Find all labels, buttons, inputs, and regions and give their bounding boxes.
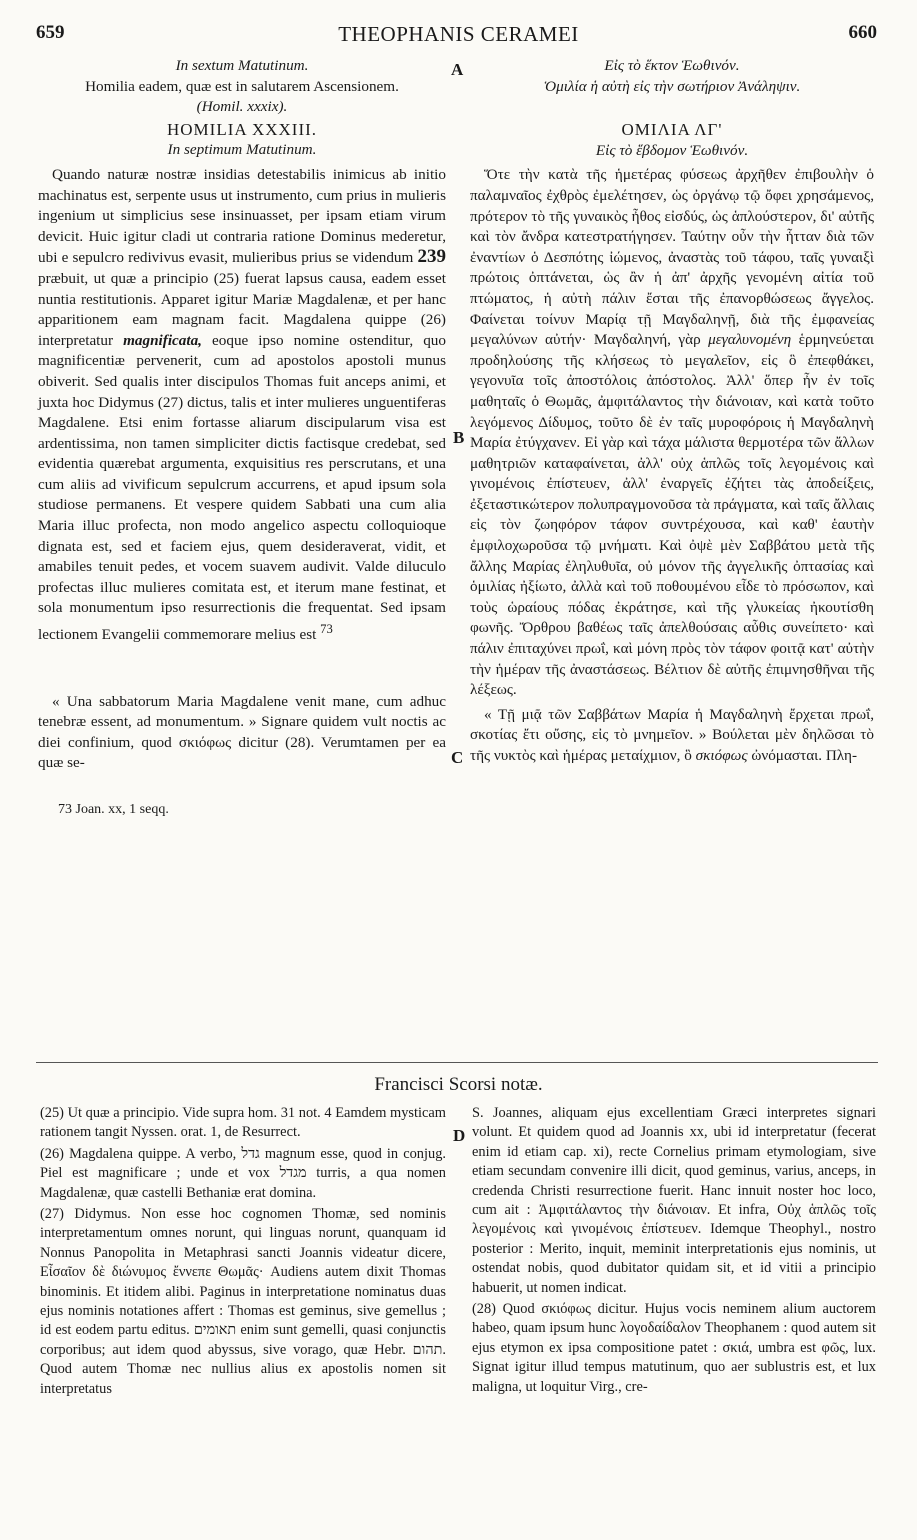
- latin-subtitle-ref: (Homil. xxxix).: [196, 98, 288, 116]
- notes-left-column: [40, 1104, 446, 1399]
- note-28: (28) Quod σκιόφως dicitur. Hujus vocis neminem alium auctorem habeo, quam ipsum hunc λογοδαίδαλον Theophanem : quod autem sit ejus etymon ex ipsa compositione patet : σκιά, umbra est φῶς, lux. Signat igitur illud tempus matutinum, quo aer sublustris est, et lux maligna, ut loquitur Virg., cre-: [472, 1301, 876, 1395]
- note-26: (26) Magdalena quippe. A verbo, גדל magnum esse, quod in conjug. Piel est magnificare ; unde et vox מגדל turris, a qua nomen Magdalenæ, quæ castelli Bethaniæ erat domina.: [40, 1145, 446, 1201]
- latin-paragraph-1: Quando naturæ nostræ insidias detestabilis inimicus ab initio machinatus est, serpente usus ut instrumento, cum prius in mulieris ingenium ut simplicius sese insinuasset, per ipsam etiam virum devicit. Huic igitur cladi ut contraria ratione Dominus mederetur, ubi e sepulcro redivivus evasit, mulieribus prius se videndum 239 præbuit, ut quæ a principio (25) fuerat lapsus causa, eadem esset nuntia restitutionis. Apparet igitur Mariæ Magdalenæ, et per hanc apparitionem eam magnam facit. Magdalena quippe (26) interpretatur magnificata, eoque ipso nomine ostenditur, quo magnificentiæ pervenerit, cum ad apostolos apostoli munus obiverit. Sed qualis inter discipulos Thomas fuit anceps animi, et juxta hoc Didymus (27) dictus, talis et inter mulieres unguentiferas Magdalene. Etsi enim fortasse aliarum discipularum visa est ardentissima, non tamen simpliciter dictis factisque credebat, sed evidentia quærebat argumenta, exquisitius res perscrutans, et una cum aliis ad vivificum sepulcrum accurrens, et apud ipsum sola studiose permanens. Et vespere quidem Sabbati una cum alia Maria illuc profecta, non modo angelico aspectu colloquioque dignata est, sed et faciem ejus, quem desideraverat, vidit, et amabiles tenuit pedes, et vocem suavem audivit. Valde diluculo profectas illuc mulieres comitata est, et iterum mane festinat, et sola monumentum ipso resurrectionis die frequentat. Sed ipsam lectionem Evangelii commemorare melius est $^{73}$: [38, 165, 447, 644]
- margin-marker-d: D: [453, 1126, 466, 1145]
- greek-paragraph-1: Ὅτε τὴν κατὰ τῆς ἡμετέρας φύσεως ἀρχῆθεν ἐπιβουλὴν ὁ παλαμναῖος ἐχθρὸς ἐμελέτησεν, ὡς ὀργάνῳ τῷ ὄφει χρησάμενος, πρότερον τὸ τῆς γυναικὸς ἦθος εἰσδύς, ὡς ἁπλούστερον, δι' αὐτῆς καὶ τὸν ἄνδρα κατεστρατήγησεν. Ταύτην οὖν τὴν ἧτταν διὰ τῶν ἐναντίων ὁ Δεσπότης ἰώμενος, ἀναστὰς τοῦ τάφου, ταῖς γυναιξὶ πρώτοις ὀπτάνεται, ὡς ἂν ἡ ἀπ' ἀρχῆς γενομένη αἰτία τοῦ πτώματος, ἡ αὐτὴ πάλιν ἔσται τῆς ἐπανορθώσεως ἄγγελος. Φαίνεται τοίνυν Μαρίᾳ τῇ Μαγδαληνῇ, διὰ τῆς ἐμφανείας μεγαλύνων αὐτήν· Μαγδαληνή, γὰρ μεγαλυνομένη ἑρμηνεύεται προδηλούσης τῆς κλήσεως τὸ μεγαλεῖον, εἰς ὃ ἐπεφθάκει, γεγονυῖα τοῖς ἀποστόλοις ἀπόστολος. Ἀλλ' ὅπερ ἦν ἐν τοῖς μαθηταῖς ὁ Θωμᾶς, ἀμφιτάλαντος τὴν διάνοιαν, καὶ κατὰ τοῦτο λεγόμενος Δίδυμος, τοῦτο δὲ ἐν ταῖς μυροφόροις ἡ Μαγδαληνὴ Μαρία ἐτύγχανεν. Εἰ γὰρ καὶ τάχα μάλιστα θερμοτέρα τῶν ἄλλων μαθητριῶν καταφαίνεται, ἀλλ' οὐχ ἁπλῶς τοῖς λεγομένοις καὶ γινομένοις ἐπίστευεν, ἀλλ' ἐναργεῖς ἐζήτει τὰς ἀποδείξεις, ἐξεταστικώτερον πολυπραγμονοῦσα τὰ πράγματα, καὶ ταῖς ἄλλαις εἰς τὸν ζωηφόρον τάφον συντρέχουσα, καὶ καθ' ἑαυτὴν ἐμφιλοχωροῦσα τῷ μνήματι. Καὶ ὀψὲ μὲν Σαββάτου μετὰ τῆς ἄλλης Μαρίας ἐληλυθυῖα, οὐ μόνον τῆς ἀγγελικῆς ὀπτασίας καὶ ὁμιλίας ἠξίωτο, ἀλλὰ καὶ τοῦ ποθουμένου εἶδε τὸ πρόσωπον, καὶ τοὺς ὡραίους πόδας ἐκράτησε, καὶ τῆς γλυκείας ἠκουτίσθη φωνῆς. Ὄρθρου βαθέως ταῖς ἀπελθούσαις αὖθις συνείπετο· καὶ πάλιν ἐπιταχύνει πρωΐ, καὶ μόνη πρὸς τὸν τάφον φοιτᾷ κατ' αὐτὴν τὴν ἡμέραν τῆς ἀναστάσεως. Βέλτιον δὲ αὐτῆς ἐπιμνησθῆναι τῆς λέξεως.: [470, 166, 875, 699]
- notes-title: Francisci Scorsi notæ.: [374, 1074, 543, 1095]
- margin-marker-b: B: [453, 428, 465, 447]
- greek-subtitle: Ὁμιλία ἡ αὐτὴ εἰς τὴν σωτήριον Ἀνάληψιν.: [543, 77, 801, 95]
- footnote-ref: 73: [320, 622, 333, 637]
- greek-paragraph-2: « Τῇ μιᾷ τῶν Σαββάτων Μαρία ἡ Μαγδαληνὴ ἔρχεται πρωΐ, σκοτίας ἔτι οὔσης, εἰς τὸ μνημεῖον. » Βούλεται μὲν δηλῶσαι τὸ τῆς νυκτὸς καὶ ἡμέρας μεταίχμιον, ὃ σκιόφως ὠνόμασται. Πλη-: [470, 705, 874, 764]
- greek-column: [470, 56, 874, 767]
- greek-rubric-sextum: Εἰς τὸ ἕκτον Ἑωθινόν.: [604, 57, 740, 74]
- notes-right-column: [472, 1104, 876, 1397]
- margin-marker-a: A: [451, 60, 464, 79]
- latin-subtitle: Homilia eadem, quæ est in salutarem Ascensionem.: [85, 77, 399, 95]
- latin-homily-heading: HOMILIA XXXIII.: [166, 119, 318, 139]
- running-title: THEOPHANIS CERAMEI: [338, 22, 579, 46]
- latin-rubric-sextum: In sextum Matutinum.: [175, 57, 309, 74]
- greek-homily-heading: ΟΜΙΛΙΑ ΛΓ': [621, 120, 723, 140]
- column-number: 239: [417, 246, 447, 268]
- latin-footnote: 73 Joan. xx, 1 seqq.: [58, 802, 169, 818]
- greek-rubric-septimum: Εἰς τὸ ἕβδομον Ἑωθινόν.: [595, 141, 749, 159]
- margin-marker-c: C: [451, 748, 464, 767]
- notes-divider: [36, 1062, 878, 1063]
- note-27-continued: S. Joannes, aliquam ejus excellentiam Græci interpretes signari volunt. Et quidem quod ad Joannis xx, ubi id interpretatur (fecerat enim id etiam cap. xi), recte Cornelius primam etymologiam, sive etiam secundam convenire illi dicit, quod geminus, varius, anceps, in credenda Christi resurrectione fuerit. Hanc innuit noster hoc loco, cum ait : Ἀμφιτάλαντος τὴν διάνοιαν. Et infra, Οὐχ ἁπλῶς τοῖς λεγομένοις καὶ γινομένοις ἐπίστευεν. Idemque Theophyl., nostro posterior : Merito, inquit, meminit interpretationis ejus nominis, ut ostendat nobis, quod dubitator quidam sit, et id vitii a principio habuerit, ut nomen indicat.: [472, 1105, 876, 1296]
- note-25: (25) Ut quæ a principio. Vide supra hom. 31 not. 4 Eamdem mysticam rationem tangit Nyssen. orat. 1, de Resurrect.: [40, 1105, 446, 1141]
- latin-rubric-septimum: In septimum Matutinum.: [167, 141, 317, 159]
- latin-paragraph-2: « Una sabbatorum Maria Magdalene venit mane, cum adhuc tenebræ essent, ad monumentum. » Signare quidem vult noctis ac diei confinium, quod σκιόφως dicitur (28). Verumtamen per ea quæ se-: [38, 692, 446, 772]
- latin-column: [38, 56, 446, 821]
- page-number-left: 659: [36, 22, 65, 43]
- note-27: (27) Didymus. Non esse hoc cognomen Thomæ, sed nominis interpretamentum omnes norunt, qui linguas norunt, quanquam id Nonnus Panopolita in Metaphrasi sancti Joannis videatur dicere, Εἶσαῖον δὲ διώνυμος ἔννεπε Θωμᾶς· Audiens autem dixit Thomas binominis. Et itidem alibi. Paginus in interpretatione nominatus duas ejus nominis notationes affert : Thomas est geminus, sive gemellus ; id est eodem partu editus. תאומים enim sunt gemelli, quasi conjunctis corporibus; aut idem quod abyssus, sive vorago, quæ Hebr. תהום. Quod autem Thomæ nec nullius alius ex apostolis nomen sit interpretatus: [40, 1206, 446, 1397]
- page-number-right: 660: [848, 22, 877, 43]
